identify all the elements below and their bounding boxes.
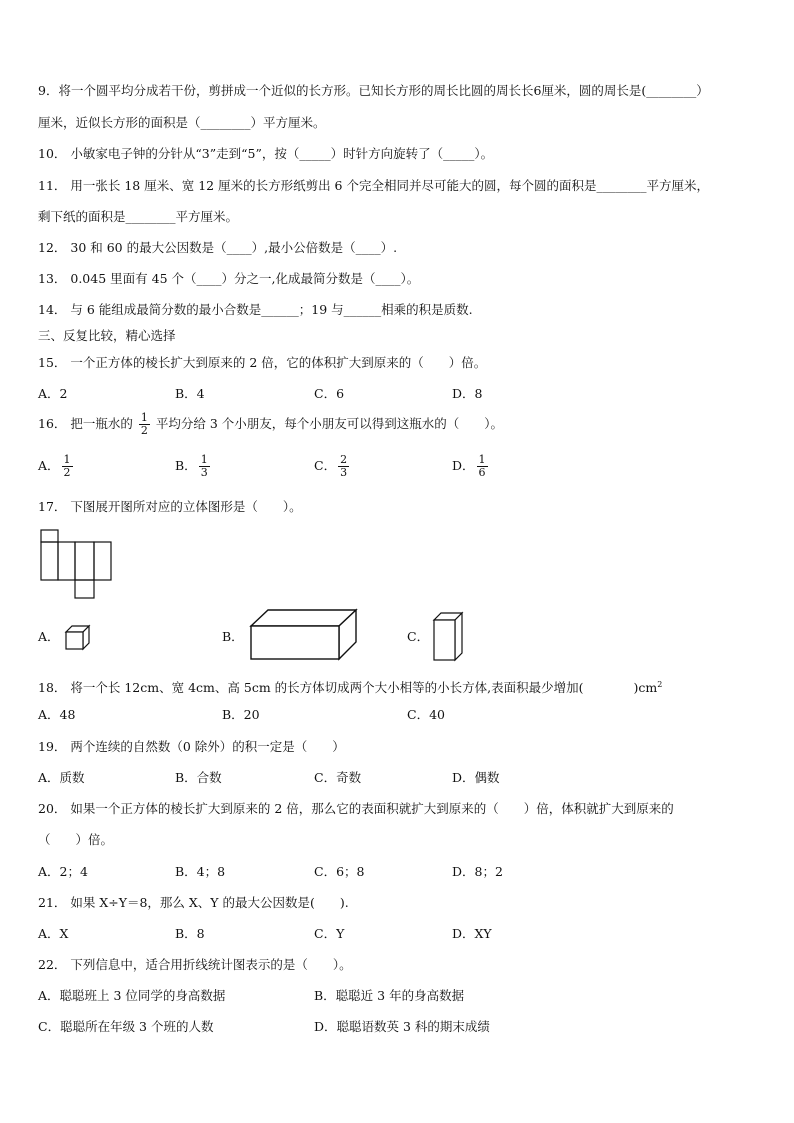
question-20-option-c: C．6；8 [314,864,365,879]
section-heading: 三、反复比较，精心选择 [38,328,176,343]
question-21-option-b: B．8 [175,926,205,941]
fraction-denominator: 2 [140,424,148,437]
option-label: D． [452,458,475,473]
question-22: 22． 下列信息中，适合用折线统计图表示的是（ ）。 [38,957,352,972]
question-15-option-a: A．2 [38,386,68,401]
cube-net-figure [40,528,120,600]
question-9-line-1: 9．将一个圆平均分成若干份，剪拼成一个近似的长方形。已知长方形的周长比圆的周长长6厘米，圆的周长是(________） [38,83,709,98]
question-19-option-d: D．偶数 [452,770,500,785]
question-19-option-c: C．奇数 [314,770,362,785]
net-face [58,542,75,580]
question-16 [38,412,503,437]
question-15-option-c: C．6 [314,386,345,401]
question-14: 14． 与 6 能组成最简分数的最小合数是______；19 与______相乘的积是质数. [38,302,473,317]
question-17-option-a: A． [38,629,60,644]
question-20-option-a: A．2；4 [38,864,88,879]
question-20-option-d: D．8；2 [452,864,503,879]
question-11-line-2: 剩下纸的面积是________平方厘米。 [38,209,239,224]
question-19-option-a: A．质数 [38,770,85,785]
question-17-option-c: C． [407,629,430,644]
question-15: 15． 一个正方体的棱长扩大到原来的 2 倍，它的体积扩大到原来的（ ）倍。 [38,355,487,370]
question-21-option-c: C．Y [314,926,345,941]
question-22-option-d: D．聪聪语数英 3 科的期末成绩 [314,1019,490,1034]
question-16-stem-end: 平均分给 3 个小朋友，每个小朋友可以得到这瓶水的（ ）。 [155,416,504,431]
question-22-option-b: B．聪聪近 3 年的身高数据 [314,988,465,1003]
fraction-numerator: 2 [340,453,348,466]
option-fraction [338,454,349,479]
fraction-numerator: 1 [200,453,208,466]
question-17-option-b: B． [222,629,244,644]
question-20-option-b: B．4；8 [175,864,226,879]
net-face [94,542,111,580]
option-fraction [477,454,488,479]
fraction-numerator: 1 [478,453,486,466]
fraction-denominator: 2 [63,466,71,479]
question-19: 19． 两个连续的自然数（0 除外）的积一定是（ ） [38,739,345,754]
question-18-option-c: C．40 [407,707,445,722]
option-fraction [62,454,73,479]
option-label: A． [38,458,60,473]
question-20-line-1: 20． 如果一个正方体的棱长扩大到原来的 2 倍，那么它的表面积就扩大到原来的（ ）倍，体积就扩大到原来的 [38,801,674,816]
option-fraction [199,454,210,479]
question-15-option-d: D．8 [452,386,483,401]
option-label: B． [175,458,197,473]
flat-cuboid-icon [248,606,360,662]
question-22-option-a: A．聪聪班上 3 位同学的身高数据 [38,988,226,1003]
fraction-denominator: 6 [478,466,486,479]
net-face [41,542,58,580]
question-17: 17． 下图展开图所对应的立体图形是（ ）。 [38,499,302,514]
fraction-numerator: 1 [63,453,71,466]
question-22-option-c: C．聪聪所在年级 3 个班的人数 [38,1019,214,1034]
question-21: 21． 如果 X÷Y＝8，那么 X、Y 的最大公因数是( ). [38,895,349,910]
question-13: 13． 0.045 里面有 45 个（____）分之一,化成最简分数是（____）。 [38,271,420,286]
question-18-stem: 18． 将一个长 12cm、宽 4cm、高 5cm 的长方体切成两个大小相等的小长方体,表面积最少增加( )cm [38,680,658,696]
question-16-stem-start: 16． 把一瓶水的 [38,416,133,431]
question-9-line-2: 厘米，近似长方形的面积是（________）平方厘米。 [38,115,326,130]
question-12: 12． 30 和 60 的最大公因数是（____）,最小公倍数是（____）. [38,240,398,255]
fraction-numerator: 1 [140,411,148,424]
unit-superscript: 2 [657,680,663,689]
question-18 [38,677,662,696]
question-21-option-d: D．XY [452,926,492,941]
question-19-option-b: B．合数 [175,770,222,785]
question-21-option-a: A．X [38,926,69,941]
question-18-option-b: B．20 [222,707,260,722]
option-label: C． [314,458,337,473]
question-16-option-c [314,454,351,479]
question-16-fraction [139,412,150,437]
question-16-option-d [452,454,490,479]
question-18-option-a: A．48 [38,707,76,722]
question-10: 10． 小敏家电子钟的分针从“3”走到“5”，按（_____）时针方向旋转了（_____）。 [38,146,494,161]
question-11-line-1: 11． 用一张长 18 厘米、宽 12 厘米的长方形纸剪出 6 个完全相同并尽可能大的圆，每个圆的面积是________平方厘米， [38,178,709,193]
tall-cuboid-icon [432,610,466,662]
fraction-denominator: 3 [200,466,208,479]
net-face [41,530,58,542]
question-16-option-a [38,454,75,479]
question-15-option-b: B．4 [175,386,205,401]
fraction-denominator: 3 [340,466,348,479]
question-16-option-b [175,454,212,479]
net-face [75,542,94,580]
small-cube-icon [64,624,92,652]
net-face [75,580,94,598]
question-20-line-2: （ ）倍。 [38,832,114,847]
